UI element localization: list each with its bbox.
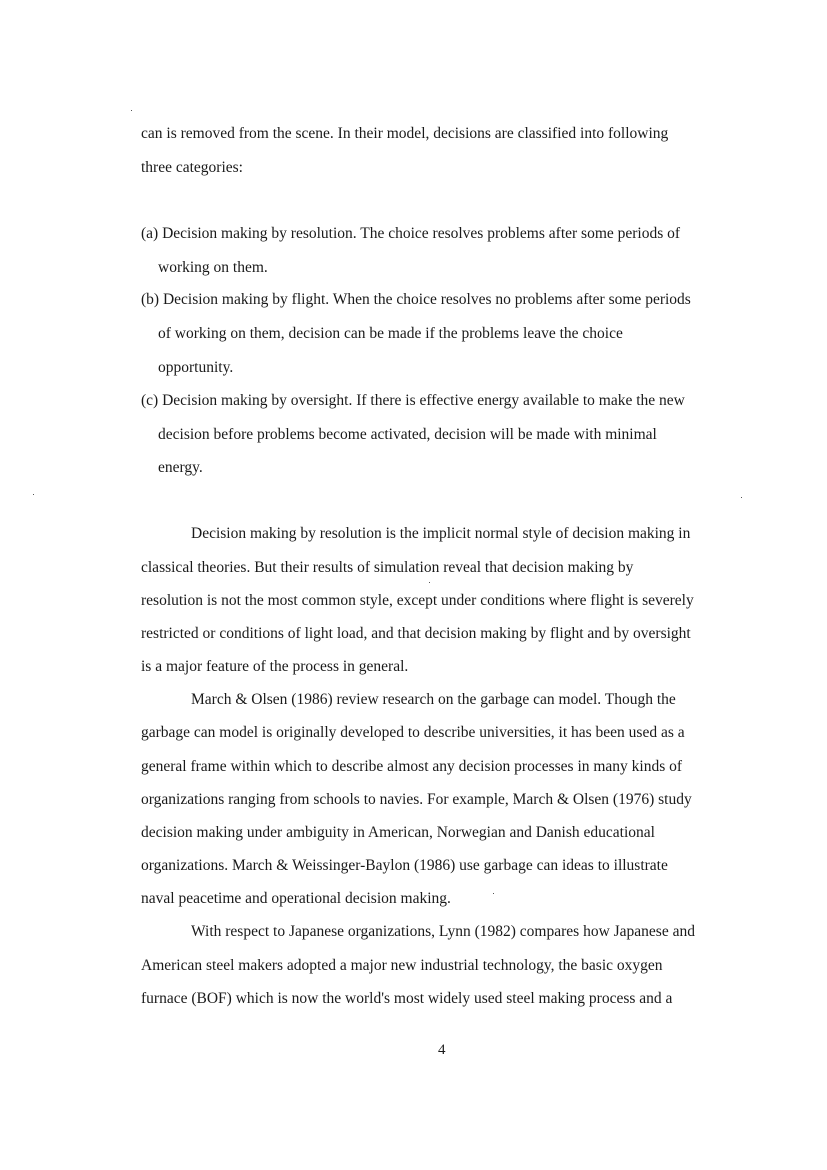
category-a-line: (a) Decision making by resolution. The choice resolves problems after some periods of: [141, 225, 681, 242]
category-b-line: opportunity.: [158, 359, 234, 376]
paragraph-2-line: garbage can model is originally developed to describe universities, it has been used as a: [141, 724, 685, 741]
paragraph-2-line: organizations. March & Weissinger-Baylon (1986) use garbage can ideas to illustrate: [141, 857, 668, 874]
paragraph-2-line: general frame within which to describe almost any decision processes in many kinds of: [141, 758, 683, 775]
paragraph-2-line: naval peacetime and operational decision making.: [141, 890, 451, 907]
paragraph-1-line: restricted or conditions of light load, and that decision making by flight and by oversight: [141, 625, 691, 642]
scan-speck: [741, 497, 742, 498]
paragraph-1-line: resolution is not the most common style, except under conditions where flight is severely: [141, 592, 694, 609]
paragraph-1-line: Decision making by resolution is the implicit normal style of decision making in: [191, 525, 691, 542]
paragraph-2-line: March & Olsen (1986) review research on the garbage can model. Though the: [191, 691, 676, 708]
category-c-line: (c) Decision making by oversight. If there is effective energy available to make the new: [141, 392, 685, 409]
paragraph-3-line: With respect to Japanese organizations, Lynn (1982) compares how Japanese and: [191, 923, 695, 940]
paragraph-3-line: furnace (BOF) which is now the world's most widely used steel making process and a: [141, 990, 673, 1007]
scan-speck: [33, 494, 34, 495]
category-b-line: (b) Decision making by flight. When the choice resolves no problems after some periods: [141, 291, 691, 308]
category-b-line: of working on them, decision can be made if the problems leave the choice: [158, 325, 623, 342]
paragraph-2-line: organizations ranging from schools to navies. For example, March & Olsen (1976) study: [141, 791, 692, 808]
category-c-line: energy.: [158, 459, 203, 476]
paragraph-3-line: American steel makers adopted a major new industrial technology, the basic oxygen: [141, 957, 663, 974]
category-a-line: working on them.: [158, 259, 268, 276]
scan-speck: [429, 582, 430, 583]
intro-line: can is removed from the scene. In their model, decisions are classified into following: [141, 125, 669, 142]
scan-speck: [131, 110, 132, 111]
paragraph-1-line: is a major feature of the process in general.: [141, 658, 409, 675]
paragraph-1-line: classical theories. But their results of simulation reveal that decision making by: [141, 559, 634, 576]
category-c-line: decision before problems become activated, decision will be made with minimal: [158, 426, 657, 443]
intro-line: three categories:: [141, 159, 243, 176]
scan-speck: [493, 893, 494, 894]
paragraph-2-line: decision making under ambiguity in American, Norwegian and Danish educational: [141, 824, 655, 841]
page-number: 4: [438, 1042, 446, 1058]
